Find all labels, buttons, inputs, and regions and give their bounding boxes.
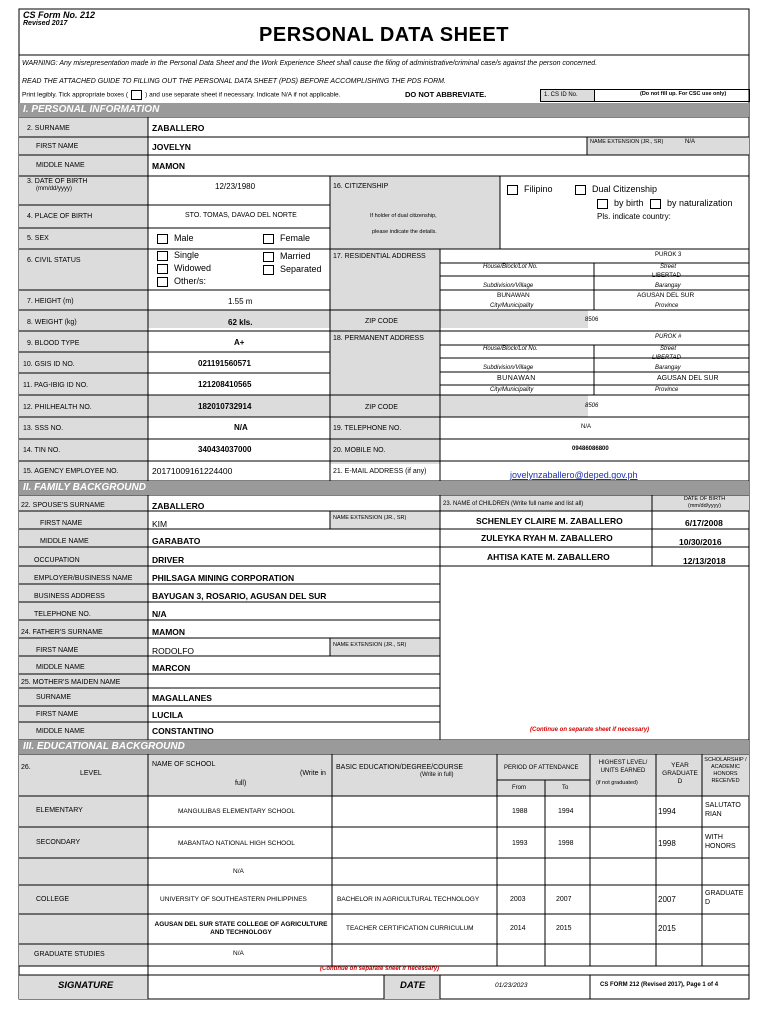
edu-row-1-level: ELEMENTARY (36, 807, 83, 814)
spouse-ext-label: NAME EXTENSION (JR., SR) (333, 515, 407, 521)
perm-house-label: House/Block/Lot No. (483, 346, 538, 352)
name-ext-value[interactable]: N/A (685, 139, 696, 145)
family-continue-note: (Continue on separate sheet if necessary) (530, 727, 650, 733)
pagibig-value[interactable]: 121208410565 (198, 380, 252, 389)
child-2-name[interactable]: ZULEYKA RYAH M. ZABALLERO (481, 533, 613, 543)
prov-label: Province (655, 303, 679, 309)
section-family-background: II. FAMILY BACKGROUND (19, 481, 749, 495)
res-brgy-value[interactable]: LIBERTAD (652, 273, 681, 279)
female-label: Female (280, 233, 311, 243)
res-address-label: 17. RESIDENTIAL ADDRESS (333, 253, 426, 260)
date-label: DATE (400, 980, 426, 991)
children-label: 23. NAME of CHILDREN (Write full name and list all) (443, 501, 584, 507)
edu-school-header: NAME OF SCHOOL (152, 761, 216, 768)
male-label: Male (174, 233, 194, 243)
biz-addr-value[interactable]: BAYUGAN 3, ROSARIO, AGUSAN DEL SUR (152, 591, 327, 601)
biz-tel-label: TELEPHONE NO. (34, 611, 91, 618)
male-checkbox[interactable] (157, 233, 194, 244)
by-birth-label: by birth (614, 198, 644, 208)
others-label: Other/s: (174, 276, 207, 286)
section-personal-info: I. PERSONAL INFORMATION (19, 103, 749, 117)
father-surname-label: 24. FATHER'S SURNAME (21, 629, 103, 636)
firstname-value[interactable]: JOVELYN (152, 142, 191, 152)
dob-label: 3. DATE OF BIRTH (27, 178, 88, 185)
perm-subd-label: Subdivision/Village (483, 365, 534, 371)
pagibig-label: 11. PAG-IBIG ID NO. (23, 382, 89, 389)
sss-value[interactable]: N/A (234, 423, 248, 432)
street-label: Street (660, 264, 677, 270)
subd-label: Subdivision/Village (483, 283, 534, 289)
single-label: Single (174, 250, 200, 260)
surname-label: 2. SURNAME (27, 125, 70, 132)
female-checkbox[interactable] (263, 233, 310, 244)
mother-middle-value[interactable]: CONSTANTINO (152, 726, 214, 736)
edu-row-2-year[interactable]: 1998 (658, 839, 676, 848)
father-middle-value[interactable]: MARCON (152, 663, 191, 673)
father-first-value[interactable]: RODOLFO (152, 646, 195, 656)
by-natural-label: by naturalization (667, 198, 733, 208)
edu-row-4-to[interactable]: 2007 (556, 896, 572, 903)
edu-course-sub: (Write in full) (420, 772, 454, 778)
tel-value[interactable]: N/A (581, 424, 592, 430)
widowed-label: Widowed (174, 263, 212, 273)
perm-brgy-value[interactable]: LIBERTAD (652, 355, 681, 361)
edu-row-4-honors[interactable]: GRADUATE D (705, 890, 744, 906)
philhealth-label: 12. PHILHEALTH NO. (23, 404, 92, 411)
spouse-first-label: FIRST NAME (40, 520, 83, 527)
perm-city-value[interactable]: BUNAWAN (497, 375, 536, 382)
edu-row-6-school[interactable]: N/A (233, 950, 244, 957)
email-label: 21. E-MAIL ADDRESS (if any) (333, 468, 427, 475)
signature-field[interactable] (150, 977, 382, 997)
occupation-label: OCCUPATION (34, 557, 80, 564)
perm-zip-value[interactable]: 8506 (585, 403, 599, 409)
res-city-value[interactable]: BUNAWAN (497, 292, 530, 299)
citizenship-label: 16. CITIZENSHIP (333, 183, 389, 190)
edu-to-header: To (562, 785, 569, 791)
edu-row-6-level: GRADUATE STUDIES (34, 951, 105, 958)
dual-citizenship-checkbox[interactable] (575, 184, 657, 195)
biz-tel-value[interactable]: N/A (152, 609, 167, 619)
dual-note-2: please indicate the details. (372, 229, 437, 235)
sex-label: 5. SEX (27, 235, 49, 242)
children-dob-label: DATE OF BIRTH (mm/dd/yyyy) (683, 496, 726, 509)
middlename-value[interactable]: MAMON (152, 161, 186, 171)
edu-row-1-school[interactable]: MANGULIBAS ELEMENTARY SCHOOL (178, 808, 296, 815)
father-middle-label: MIDDLE NAME (36, 664, 85, 671)
edu-highest-sub: (if not graduated) (596, 780, 638, 786)
agency-label: 15. AGENCY EMPLOYEE NO. (23, 468, 119, 475)
spouse-middle-value[interactable]: GARABATO (152, 536, 201, 546)
print-legibly-b: ) and use separate sheet if necessary. Indicate N/A if not applicable. (145, 91, 341, 99)
edu-row-4-school[interactable]: UNIVERSITY OF SOUTHEASTERN PHILIPPINES (160, 896, 307, 903)
surname-value[interactable]: ZABALLERO (152, 123, 205, 133)
height-value[interactable]: 1.55 m (228, 297, 253, 306)
sample-checkbox (131, 90, 142, 100)
edu-year-header: YEAR GRADUATE D (662, 762, 698, 785)
csc-use-note: (Do not fill up. For CSC use only) (640, 91, 727, 97)
page-title: PERSONAL DATA SHEET (259, 24, 509, 46)
res-house-value[interactable]: PUROK 3 (655, 252, 682, 258)
perm-address-label: 18. PERMANENT ADDRESS (333, 335, 424, 342)
child-1-name[interactable]: SCHENLEY CLAIRE M. ZABALLERO (476, 516, 623, 526)
employer-value[interactable]: PHILSAGA MINING CORPORATION (152, 573, 295, 583)
edu-row-4-course[interactable]: BACHELOR IN AGRICULTURAL TECHNOLOGY (337, 896, 480, 903)
spouse-middle-label: MIDDLE NAME (40, 538, 89, 545)
filipino-label: Filipino (524, 184, 553, 194)
edu-row-5-to[interactable]: 2015 (556, 925, 572, 932)
edu-period-header: PERIOD OF ATTENDANCE (504, 765, 579, 771)
civil-status-label: 6. CIVIL STATUS (27, 257, 81, 264)
biz-addr-label: BUSINESS ADDRESS (34, 593, 105, 600)
separated-checkbox[interactable] (263, 264, 322, 275)
agency-value[interactable]: 20171009161224400 (152, 466, 233, 476)
res-zip-label: ZIP CODE (365, 318, 398, 325)
edu-row-4-from[interactable]: 2003 (510, 896, 526, 903)
perm-brgy-label: Barangay (655, 365, 681, 371)
edu-write-in: (Write in (300, 770, 326, 777)
res-prov-value[interactable]: AGUSAN DEL SUR (637, 292, 695, 299)
brgy-label: Barangay (655, 283, 681, 289)
print-legibly-a: Print legibly. Tick appropriate boxes ( (22, 91, 129, 99)
warning-text: WARNING: Any misrepresentation made in the Personal Data Sheet and the Work Experience Sheet shall cause the filing of administrative/criminal case/s against the person concerned. (22, 60, 598, 67)
email-value[interactable]: jovelynzaballero@deped.gov.ph (510, 470, 638, 480)
gsis-value[interactable]: 021191560571 (198, 359, 251, 368)
employer-label: EMPLOYER/BUSINESS NAME (34, 575, 133, 582)
spouse-first-value[interactable]: KIM (152, 519, 168, 529)
sss-label: 13. SSS NO. (23, 425, 64, 432)
date-value[interactable]: 01/23/2023 (495, 982, 528, 989)
tin-value[interactable]: 340434037000 (198, 445, 252, 454)
edu-row-1-honors[interactable]: SALUTATO RIAN (705, 802, 741, 818)
edu-highest-header: HIGHEST LEVEL/ UNITS EARNED (598, 760, 648, 774)
edu-no: 26. (21, 764, 31, 771)
edu-full: full) (235, 780, 247, 787)
edu-row-5-school[interactable]: AGUSAN DEL SUR STATE COLLEGE OF AGRICULTURE AND TECHNOLOGY (154, 921, 328, 936)
edu-continue-note: (Continue on separate sheet if necessary) (320, 966, 440, 972)
mother-surname-value[interactable]: MAGALLANES (152, 693, 212, 703)
house-label: House/Block/Lot No. (483, 264, 538, 270)
edu-row-4-level: COLLEGE (36, 896, 70, 903)
father-ext-label: NAME EXTENSION (JR., SR) (333, 642, 407, 648)
by-naturalization-checkbox[interactable] (650, 198, 733, 209)
edu-row-1-from[interactable]: 1988 (512, 808, 528, 815)
mother-middle-label: MIDDLE NAME (36, 728, 85, 735)
perm-city-label: City/Municipality (490, 387, 534, 393)
dob-format: (mm/dd/yyyy) (36, 186, 72, 192)
read-guide-text: READ THE ATTACHED GUIDE TO FILLING OUT THE PERSONAL DATA SHEET (PDS) BEFORE ACCOMPLISHING THE PDS FORM. (22, 78, 446, 85)
dual-note-1: If holder of dual citizenship, (370, 213, 437, 219)
weight-value[interactable]: 62 kls. (228, 318, 253, 327)
married-checkbox[interactable] (263, 251, 311, 262)
edu-row-2-to[interactable]: 1998 (558, 840, 574, 847)
father-first-label: FIRST NAME (36, 647, 79, 654)
spouse-surname-label: 22. SPOUSE'S SURNAME (21, 502, 105, 509)
filipino-checkbox[interactable] (507, 184, 553, 195)
father-surname-value[interactable]: MAMON (152, 627, 186, 637)
tel-label: 19. TELEPHONE NO. (333, 425, 402, 432)
mother-first-value[interactable]: LUCILA (152, 710, 184, 720)
weight-label: 8. WEIGHT (kg) (27, 319, 77, 326)
edu-row-4-year[interactable]: 2007 (658, 895, 676, 904)
child-3-name[interactable]: AHTISA KATE M. ZABALLERO (487, 552, 610, 562)
blood-value[interactable]: A+ (234, 338, 245, 347)
perm-zip-label: ZIP CODE (365, 404, 398, 411)
height-label: 7. HEIGHT (m) (27, 298, 74, 305)
blood-label: 9. BLOOD TYPE (27, 340, 80, 347)
cs-id-label: 1. CS ID No. (540, 89, 595, 102)
child-2-dob[interactable]: 10/30/2016 (679, 537, 722, 547)
married-label: Married (280, 251, 311, 261)
by-birth-checkbox[interactable] (597, 198, 644, 209)
city-label: City/Municipality (490, 303, 534, 309)
edu-row-2-school[interactable]: MABANTAO NATIONAL HIGH SCHOOL (178, 840, 295, 847)
child-1-dob[interactable]: 6/17/2008 (685, 518, 723, 528)
mother-maiden-label: 25. MOTHER'S MAIDEN NAME (21, 679, 121, 686)
perm-house-value[interactable]: PUROK # (655, 334, 682, 340)
form-revision: Revised 2017 (23, 20, 68, 27)
philhealth-value[interactable]: 182010732914 (198, 402, 252, 411)
signature-label: SIGNATURE (58, 980, 114, 991)
no-abbreviate-text: DO NOT ABBREVIATE. (405, 90, 487, 99)
separated-label: Separated (280, 264, 322, 274)
pob-label: 4. PLACE OF BIRTH (27, 213, 93, 220)
form-footer: CS FORM 212 (Revised 2017), Page 1 of 4 (600, 982, 719, 988)
edu-row-3-school[interactable]: N/A (233, 868, 244, 875)
mother-surname-label: SURNAME (36, 694, 72, 701)
res-zip-value[interactable]: 8506 (585, 317, 599, 323)
edu-course-header: BASIC EDUCATION/DEGREE/COURSE (336, 764, 464, 771)
spouse-surname-value[interactable]: ZABALLERO (152, 501, 205, 511)
child-3-dob[interactable]: 12/13/2018 (683, 556, 726, 566)
edu-row-1-year[interactable]: 1994 (658, 807, 676, 816)
edu-from-header: From (512, 785, 526, 791)
widowed-checkbox[interactable] (157, 263, 211, 274)
edu-level-header: LEVEL (80, 770, 102, 777)
name-ext-label: NAME EXTENSION (JR., SR) (590, 139, 664, 145)
perm-street-label: Street (660, 346, 677, 352)
mother-first-label: FIRST NAME (36, 711, 79, 718)
middlename-label: MIDDLE NAME (36, 162, 85, 169)
edu-row-1-to[interactable]: 1994 (558, 808, 574, 815)
edu-honors-header: SCHOLARSHIP / ACADEMIC HONORS RECEIVED (704, 757, 747, 784)
perm-prov-label: Province (655, 387, 679, 393)
pob-value[interactable]: STO. TOMAS, DAVAO DEL NORTE (185, 212, 297, 219)
edu-row-2-from[interactable]: 1993 (512, 840, 528, 847)
dual-label: Dual Citizenship (592, 184, 658, 194)
gsis-label: 10. GSIS ID NO. (23, 361, 75, 368)
edu-row-2-honors[interactable]: WITH HONORS (705, 834, 736, 850)
section-educational-background: III. EDUCATIONAL BACKGROUND (19, 740, 749, 754)
form-number: CS Form No. 212 (23, 10, 96, 20)
perm-prov-value[interactable]: AGUSAN DEL SUR (657, 375, 719, 382)
edu-row-5-year[interactable]: 2015 (658, 924, 676, 933)
single-checkbox[interactable] (157, 250, 199, 261)
mobile-label: 20. MOBILE NO. (333, 447, 386, 454)
edu-row-5-from[interactable]: 2014 (510, 925, 526, 932)
tin-label: 14. TIN NO. (23, 447, 61, 454)
edu-row-5-course[interactable]: TEACHER CERTIFICATION CURRICULUM (346, 925, 474, 932)
others-checkbox[interactable] (157, 276, 206, 287)
edu-row-2-level: SECONDARY (36, 839, 81, 846)
dob-value[interactable]: 12/23/1980 (215, 182, 256, 191)
mobile-value[interactable]: 09486086800 (572, 446, 609, 452)
occupation-value[interactable]: DRIVER (152, 555, 185, 565)
country-label: Pls. indicate country: (597, 212, 671, 221)
firstname-label: FIRST NAME (36, 143, 79, 150)
print-legibly-text (22, 90, 340, 100)
